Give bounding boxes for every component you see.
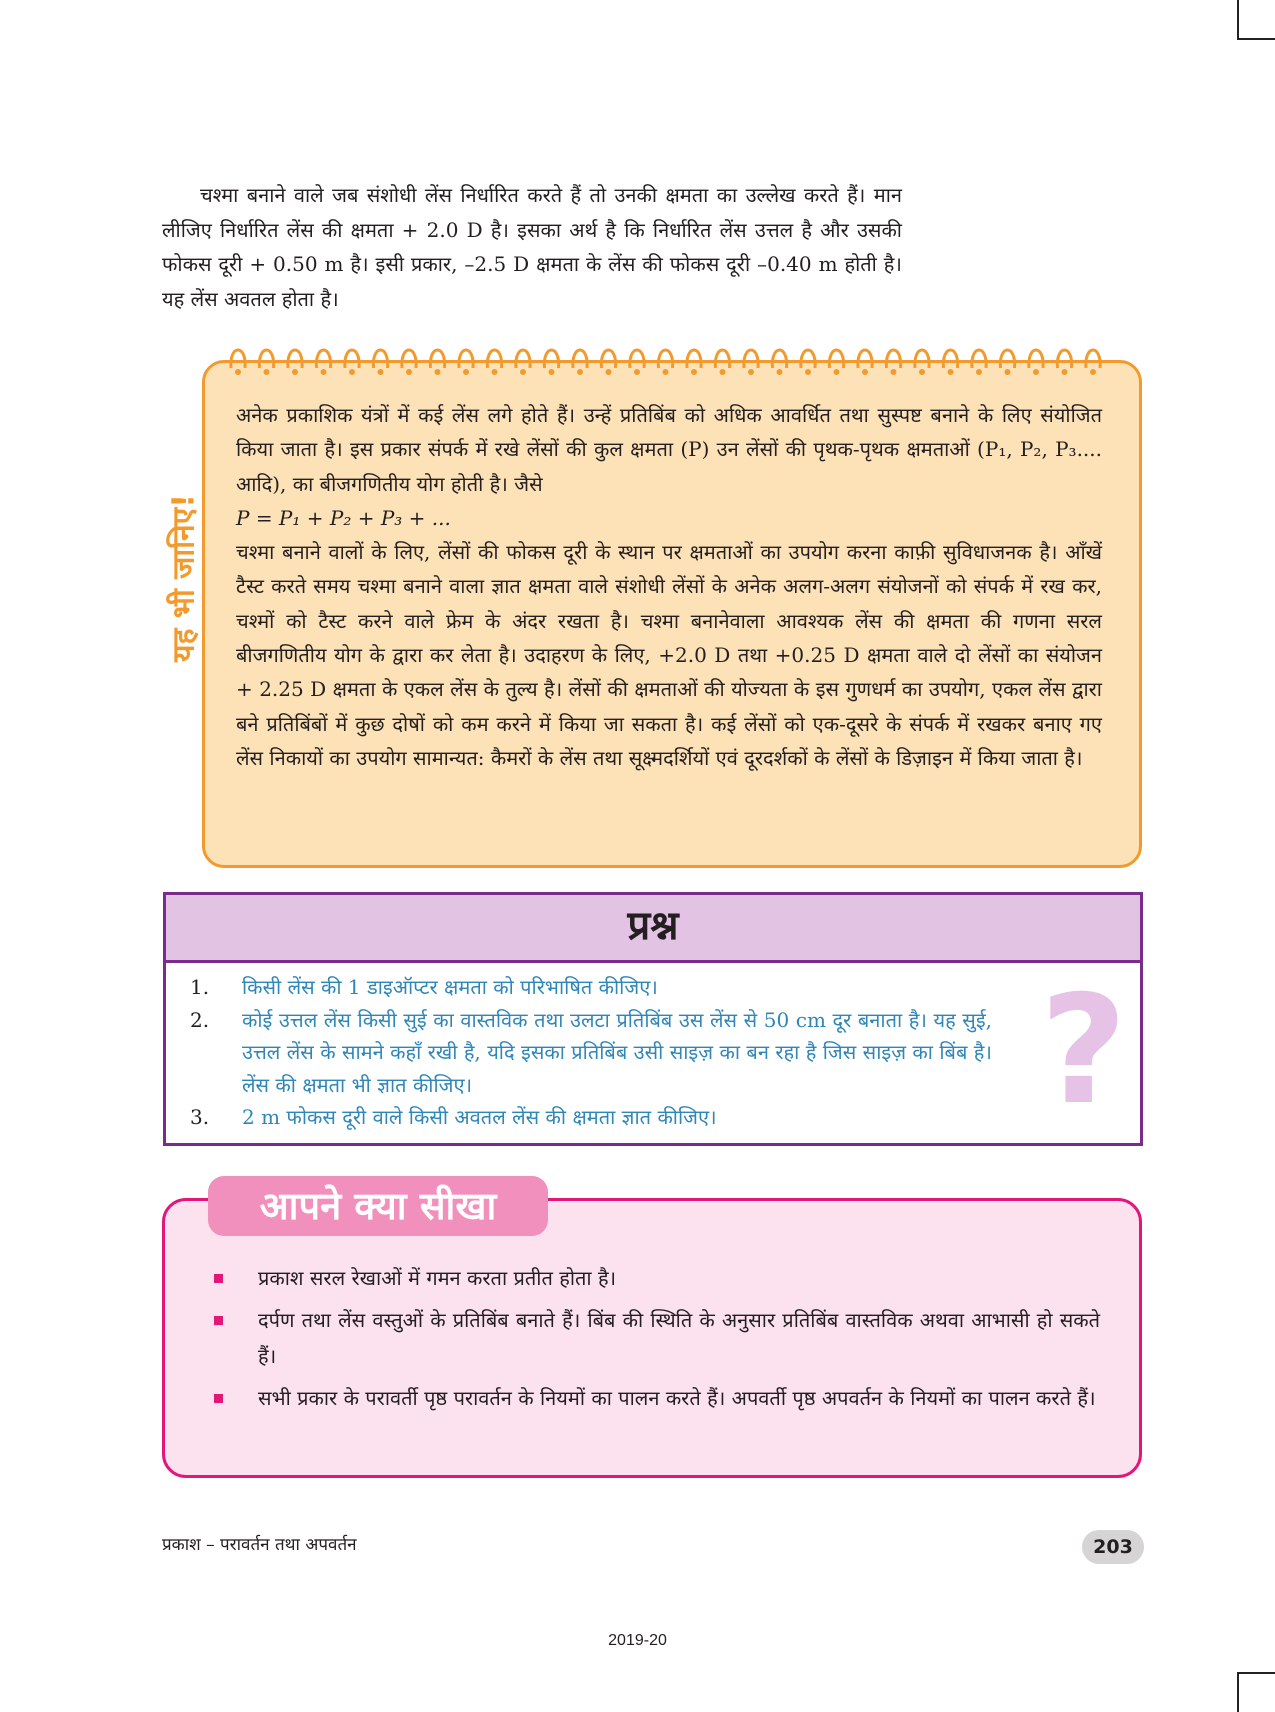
ring-hole-icon (1062, 369, 1068, 375)
ring-hole-icon (976, 369, 982, 375)
ring-icon (601, 350, 615, 368)
ring-icon (231, 350, 245, 368)
learned-text: प्रकाश सरल रेखाओं में गमन करता प्रतीत होता है। (258, 1266, 617, 1290)
ring-icon (1057, 350, 1071, 368)
ring-hole-icon (834, 369, 840, 375)
ring-icon (658, 350, 672, 368)
notepad-rings (228, 340, 1108, 382)
ring-hole-icon (748, 369, 754, 375)
ring-hole-icon (349, 369, 355, 375)
ring-icon (516, 350, 530, 368)
square-bullet-icon (214, 1394, 223, 1403)
ring-hole-icon (435, 369, 441, 375)
ring-icon (288, 350, 302, 368)
ring-icon (544, 350, 558, 368)
ring-icon (402, 350, 416, 368)
ring-icon (259, 350, 273, 368)
square-bullet-icon (214, 1274, 223, 1283)
ring-icon (373, 350, 387, 368)
ring-icon (430, 350, 444, 368)
crop-mark-top (1237, 0, 1275, 40)
ring-icon (316, 350, 330, 368)
learned-text: सभी प्रकार के परावर्ती पृष्ठ परावर्तन के नियमों का पालन करते हैं। अपवर्ती पृष्ठ अपवर्तन के नियमों का पालन करते हैं। (258, 1386, 1096, 1410)
ring-hole-icon (292, 369, 298, 375)
intro-paragraph: चश्मा बनाने वाले जब संशोधी लेंस निर्धारित करते हैं तो उनकी क्षमता का उल्लेख करते हैं। मान लीजिए निर्धारित लेंस की क्षमता + 2.0 D है। इसका अर्थ है कि निर्धारित लेंस उत्तल है और उसकी फोकस दूरी + 0.50 m है। इसी प्रकार, –2.5 D क्षमता के लेंस की फोकस दूरी –0.40 m होती है। यह लेंस अवतल होता है। (162, 183, 902, 311)
note-paragraph-2: चश्मा बनाने वालों के लिए, लेंसों की फोकस दूरी के स्थान पर क्षमताओं का उपयोग करना काफ़ी सुविधाजनक है। आँखें टैस्ट करते समय चश्मा बनाने वाला ज्ञात क्षमता वाले संशोधी लेंसों के अनेक अलग-अलग संयोजनों को संपर्क में रख कर, चश्मों को टैस्ट करने वाले फ्रेम के अंदर रखता है। चश्मा बनानेवाला आवश्यक लेंस की क्षमता की गणना सरल बीजगणितीय योग के द्वारा कर लेता है। उदाहरण के लिए, +2.0 D तथा +0.25 D क्षमता वाले दो लेंसों का संयोजन + 2.25 D क्षमता के एकल लेंस के तुल्य है। लेंसों की क्षमताओं की योज्यता के इस गुणधर्म का उपयोग, एकल लेंस द्वारा बने प्रतिबिंबों में कुछ दोषों को कम करने में किया जा सकता है। कई लेंसों को एक-दूसरे के संपर्क में रखकर बनाए गए लेंस निकायों का उपयोग सामान्यत: कैमरों के लेंस तथा सूक्ष्मदर्शियों एवं दूरदर्शकों के लेंसों के डिज़ाइन में किया जाता है। (236, 540, 1102, 770)
question-item (180, 1101, 992, 1134)
learned-item (210, 1302, 1100, 1374)
ring-hole-icon (777, 369, 783, 375)
ring-hole-icon (634, 369, 640, 375)
question-item (180, 971, 992, 1004)
page-number: 203 (1082, 1530, 1144, 1564)
ring-hole-icon (1005, 369, 1011, 375)
ring-hole-icon (805, 369, 811, 375)
ring-icon (687, 350, 701, 368)
ring-hole-icon (720, 369, 726, 375)
ring-icon (345, 350, 359, 368)
ring-icon (829, 350, 843, 368)
learned-list (210, 1260, 1100, 1422)
ring-icon (744, 350, 758, 368)
ring-hole-icon (406, 369, 412, 375)
ring-hole-icon (520, 369, 526, 375)
ring-hole-icon (492, 369, 498, 375)
question-number: 1. (190, 975, 210, 999)
question-item (180, 1004, 992, 1102)
ring-icon (1000, 350, 1014, 368)
ring-hole-icon (577, 369, 583, 375)
ring-hole-icon (1090, 369, 1096, 375)
ring-hole-icon (891, 369, 897, 375)
questions-title: प्रश्न (166, 895, 1140, 963)
ring-icon (630, 350, 644, 368)
did-you-know-text (236, 398, 1102, 775)
square-bullet-icon (214, 1316, 223, 1325)
edition-year: 2019-20 (608, 1632, 667, 1649)
ring-icon (573, 350, 587, 368)
ring-hole-icon (378, 369, 384, 375)
questions-box (163, 892, 1143, 1146)
ring-hole-icon (606, 369, 612, 375)
question-mark-icon: ? (1040, 964, 1128, 1138)
ring-icon (715, 350, 729, 368)
ring-icon (943, 350, 957, 368)
ring-hole-icon (321, 369, 327, 375)
ring-icon (459, 350, 473, 368)
ring-hole-icon (463, 369, 469, 375)
ring-hole-icon (862, 369, 868, 375)
ring-icon (886, 350, 900, 368)
side-label: यह भी जानिए! (166, 494, 202, 662)
ring-hole-icon (1033, 369, 1039, 375)
ring-icon (915, 350, 929, 368)
question-number: 3. (190, 1105, 210, 1129)
ring-hole-icon (235, 369, 241, 375)
learned-item (210, 1380, 1100, 1416)
power-formula: P = P₁ + P₂ + P₃ + ... (236, 505, 451, 530)
what-you-learned-title: आपने क्या सीखा (208, 1176, 548, 1236)
question-text: किसी लेंस की 1 डाइऑप्टर क्षमता को परिभाषित कीजिए। (242, 975, 658, 999)
ring-icon (972, 350, 986, 368)
question-text: 2 m फोकस दूरी वाले किसी अवतल लेंस की क्षमता ज्ञात कीजिए। (242, 1105, 717, 1129)
question-number: 2. (190, 1007, 210, 1032)
crop-mark-bottom (1237, 1672, 1275, 1712)
ring-icon (1086, 350, 1100, 368)
ring-hole-icon (919, 369, 925, 375)
chapter-footer: प्रकाश – परावर्तन तथा अपवर्तन (162, 1535, 357, 1555)
questions-list (180, 971, 1110, 1134)
ring-hole-icon (948, 369, 954, 375)
ring-hole-icon (691, 369, 697, 375)
ring-icon (1029, 350, 1043, 368)
ring-hole-icon (663, 369, 669, 375)
note-paragraph-1: अनेक प्रकाशिक यंत्रों में कई लेंस लगे होते हैं। उन्हें प्रतिबिंब को अधिक आवर्धित तथा सुस्पष्ट बनाने के लिए संयोजित किया जाता है। इस प्रकार संपर्क में रखे लेंसों की कुल क्षमता (P) उन लेंसों की पृथक-पृथक क्षमताओं (P₁, P₂, P₃.... आदि), का बीजगणितीय योग होती है। जैसे (236, 403, 1102, 496)
ring-hole-icon (264, 369, 270, 375)
question-text: कोई उत्तल लेंस किसी सुई का वास्तविक तथा उलटा प्रतिबिंब उस लेंस से 50 cm दूर बनाता है। यह सुई, उत्तल लेंस के सामने कहाँ रखी है, यदि इसका प्रतिबिंब उसी साइज़ का बन रहा है जिस साइज़ का बिंब है। लेंस की क्षमता भी ज्ञात कीजिए। (242, 1007, 992, 1097)
ring-icon (772, 350, 786, 368)
learned-item (210, 1260, 1100, 1296)
ring-icon (487, 350, 501, 368)
learned-text: दर्पण तथा लेंस वस्तुओं के प्रतिबिंब बनाते हैं। बिंब की स्थिति के अनुसार प्रतिबिंब वास्तविक अथवा आभासी हो सकते हैं। (258, 1308, 1100, 1368)
ring-icon (858, 350, 872, 368)
ring-icon (801, 350, 815, 368)
ring-hole-icon (549, 369, 555, 375)
